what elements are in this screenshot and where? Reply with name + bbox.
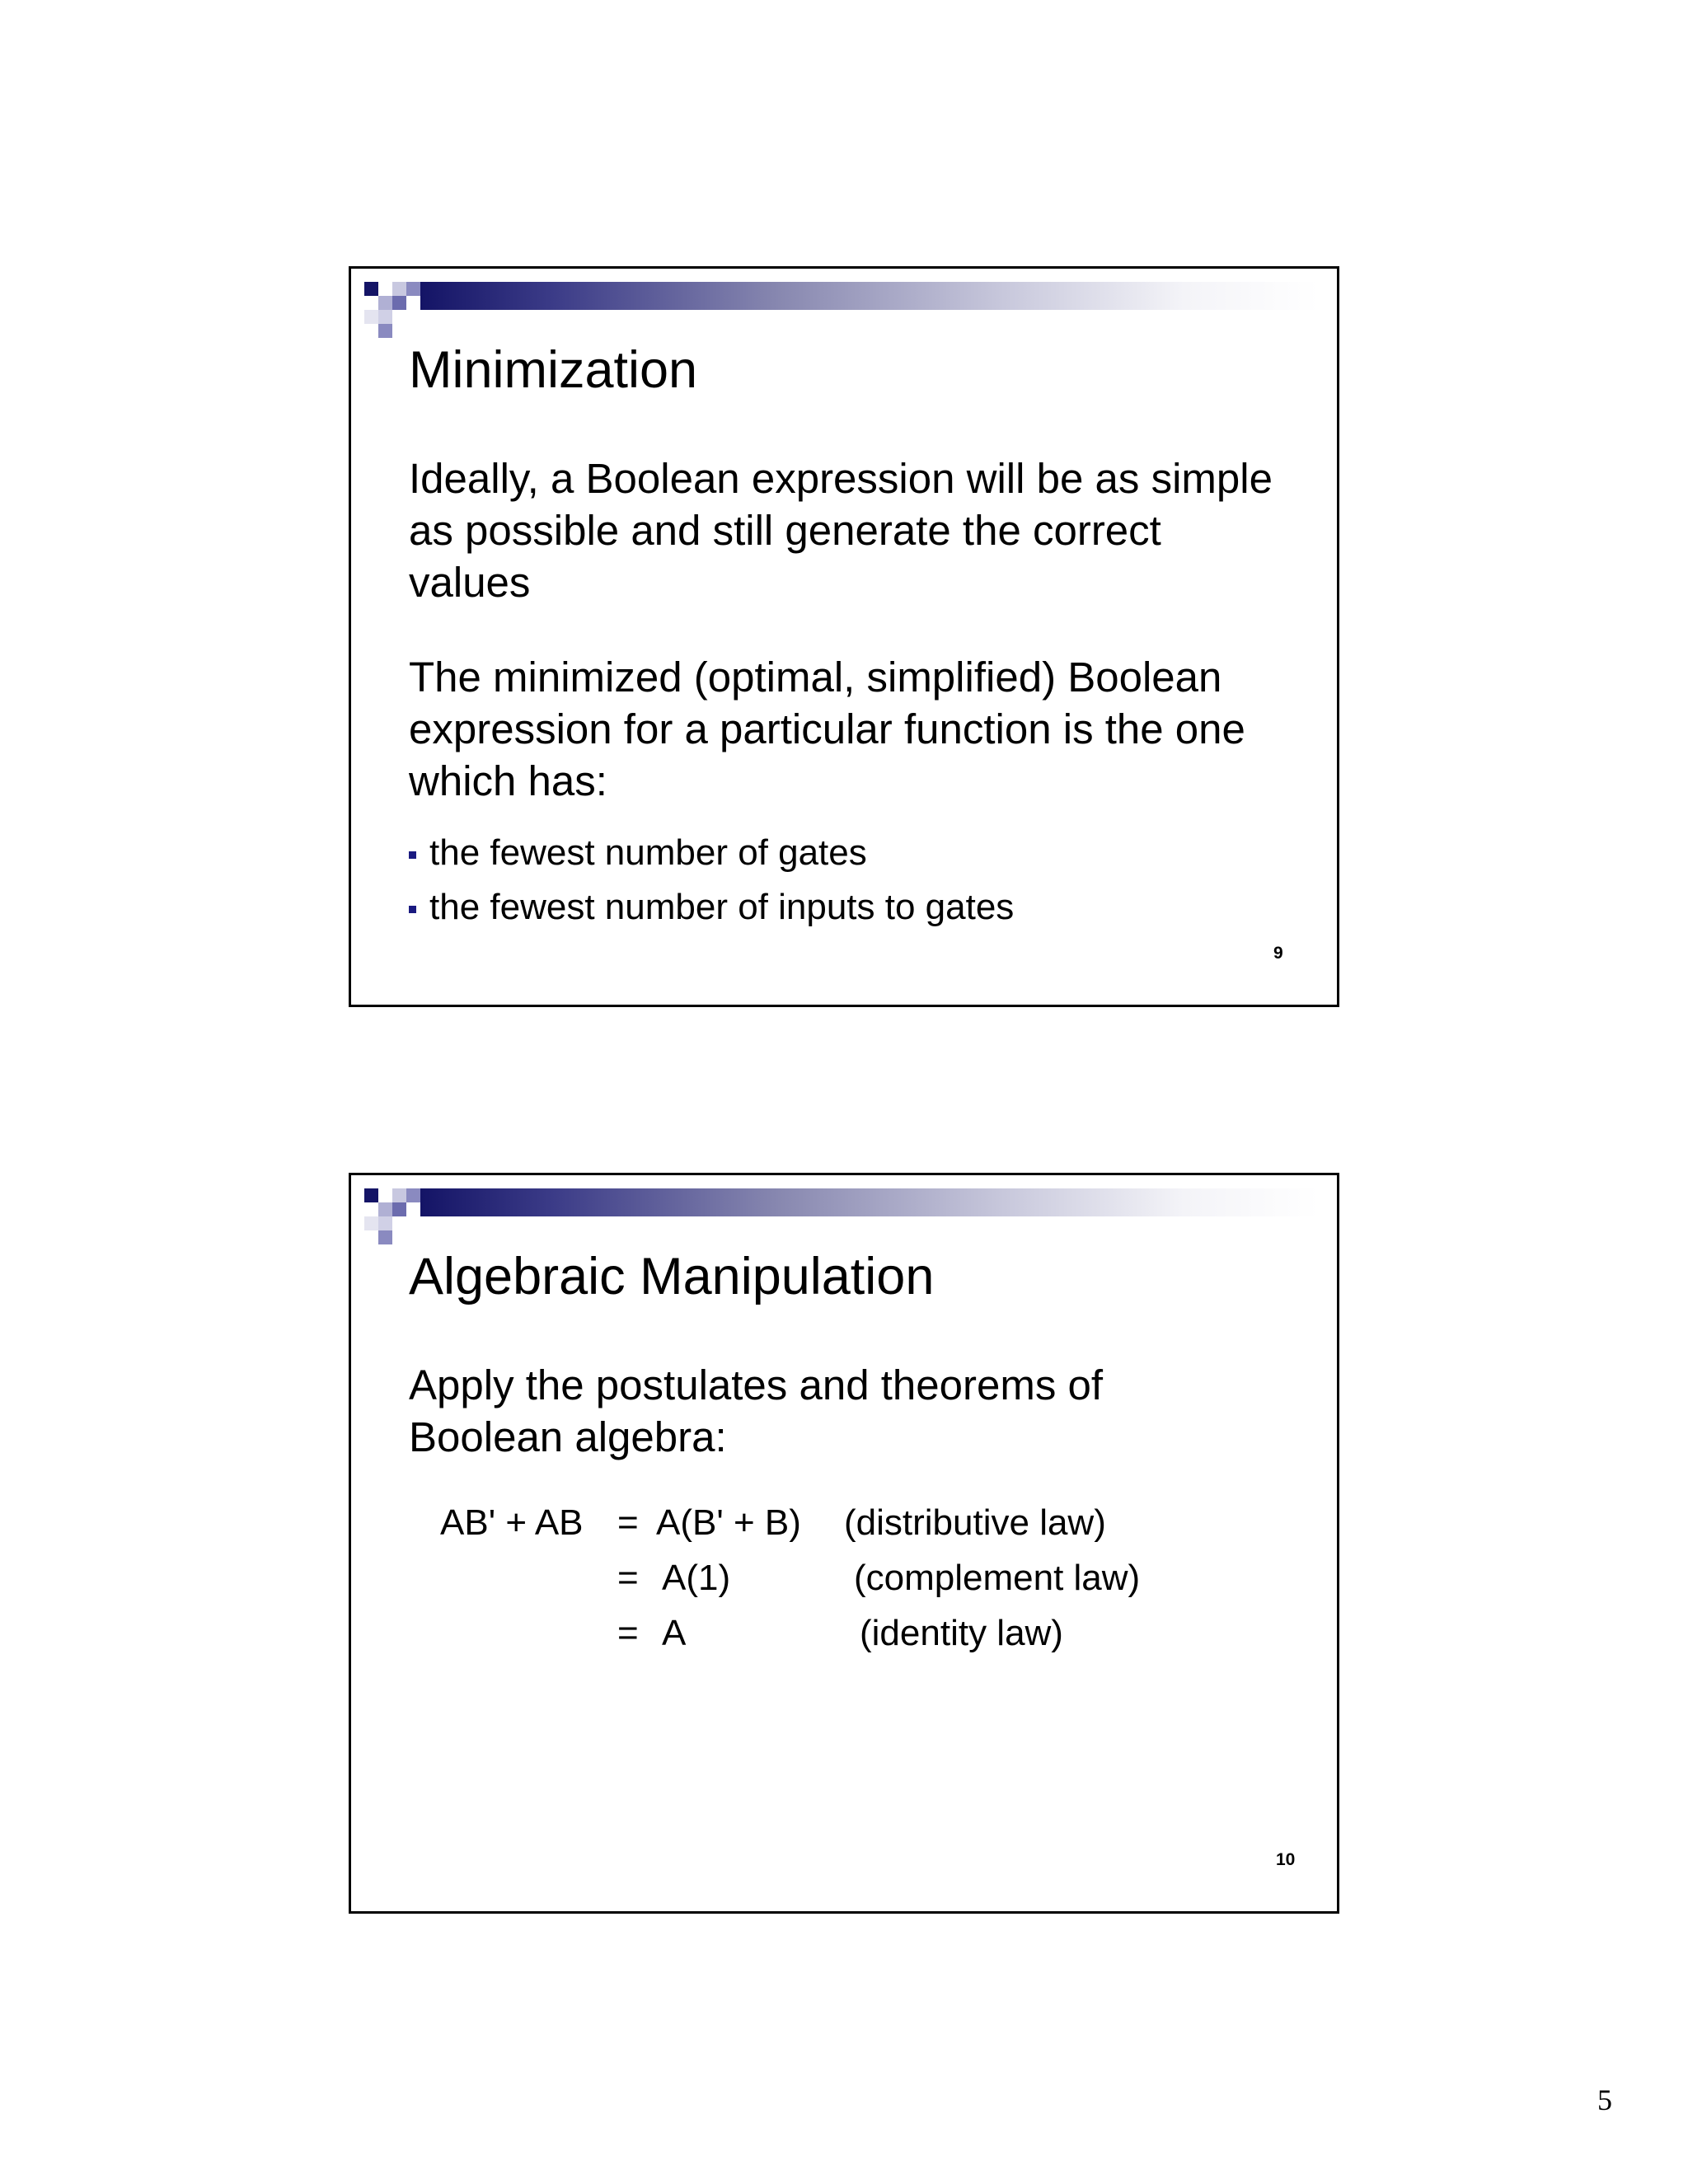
equation-rhs: A(1) <box>662 1558 731 1598</box>
slide-paragraph: The minimized (optimal, simplified) Boolean expression for a particular function is the one which has: <box>409 654 1245 804</box>
bullet-item <box>409 889 1014 926</box>
equation-equals: = <box>617 1558 639 1598</box>
slide-number: 10 <box>1276 1850 1296 1869</box>
equation-equals: = <box>617 1613 639 1653</box>
slide-title: Algebraic Manipulation <box>409 1248 935 1305</box>
equation-law: (complement law) <box>854 1558 1141 1598</box>
page-number: 5 <box>1597 2083 1612 2116</box>
slide-paragraph: Apply the postulates and theorems of Boolean algebra: <box>409 1361 1104 1460</box>
slide-minimization <box>349 266 1339 1007</box>
equation-rhs: A(B' + B) <box>656 1502 801 1543</box>
equation-rhs: A <box>662 1613 687 1653</box>
slide-algebraic-manipulation <box>349 1173 1339 1914</box>
bullet-text: the fewest number of gates <box>429 832 867 873</box>
header-gradient-bar <box>420 282 1319 310</box>
equation-lhs: AB' + AB <box>440 1502 584 1543</box>
square-bullet-icon <box>409 851 416 859</box>
equation-law: (distributive law) <box>844 1502 1106 1543</box>
equation-law: (identity law) <box>860 1613 1063 1653</box>
square-bullet-icon <box>409 906 416 913</box>
header-gradient-bar <box>420 1188 1319 1216</box>
slide-number: 9 <box>1273 944 1283 963</box>
bullet-text: the fewest number of inputs to gates <box>429 887 1015 927</box>
slide-title: Minimization <box>409 341 698 399</box>
equation-equals: = <box>617 1502 639 1543</box>
bullet-item <box>409 832 867 873</box>
slide-paragraph: Ideally, a Boolean expression will be as simple as possible and still generate the correct values <box>409 455 1273 606</box>
